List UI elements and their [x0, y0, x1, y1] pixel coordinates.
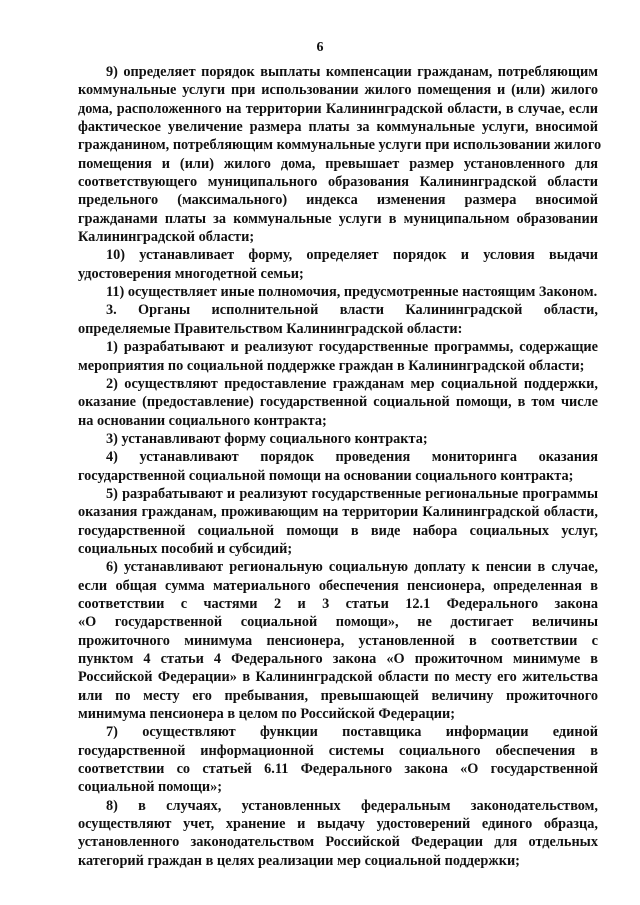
text-line: оказание (предоставление) государственной социальной помощи, в том числе	[78, 394, 598, 411]
text-line: гражданами платы за коммунальные услуги в муниципальном образовании	[78, 210, 598, 227]
text-line: 10) устанавливает форму, определяет порядок и условия выдачи	[106, 247, 598, 264]
text-line: помещения и (или) жилого дома, превышает размер установленного для	[78, 155, 598, 172]
text-line: государственной социальной помощи в виде набора социальных услуг,	[78, 522, 598, 539]
text-line: 1) разрабатывают и реализуют государственные программы, содержащие	[106, 339, 598, 356]
text-line: на основании социального контракта;	[78, 412, 327, 429]
page-number: 6	[316, 40, 324, 55]
text-line: соответствии с частями 2 и 3 статьи 12.1 Федерального закона	[78, 595, 598, 612]
text-line: 3) устанавливают форму социального контракта;	[106, 430, 428, 447]
text-line: гражданином, потребляющим коммунальные услуги при использовании жилого	[78, 137, 602, 154]
text-line: «О государственной социальной помощи», не достигает величины	[78, 614, 598, 631]
text-line: 8) в случаях, установленных федеральным законодательством,	[106, 797, 598, 814]
text-line: определяемые Правительством Калининградской области:	[78, 320, 463, 337]
text-line: социальной помощи»;	[78, 779, 223, 796]
text-line: 3. Органы исполнительной власти Калининградской области,	[106, 302, 598, 319]
text-line: государственной социальной помощи на основании социального контракта;	[78, 467, 574, 484]
text-line: или по месту его пребывания, превышающей величину прожиточного	[78, 687, 598, 704]
text-line: удостоверения многодетной семьи;	[78, 265, 304, 282]
text-line: минимума пенсионера в целом по Российской Федерации;	[78, 706, 456, 723]
text-line: пунктом 4 статьи 4 Федерального закона «О прожиточном минимуме в	[78, 651, 598, 667]
text-line: 9) определяет порядок выплаты компенсации гражданам, потребляющим	[106, 64, 598, 80]
text-line: дома, расположенного на территории Калининградской области, в случае, если	[78, 100, 598, 117]
text-line: фактическое увеличение размера платы за коммунальные услуги, вносимой	[78, 119, 598, 136]
text-line: 2) осуществляют предоставление гражданам мер социальной поддержки,	[106, 375, 598, 392]
text-line: предельного (максимального) индекса изменения размера вносимой	[78, 192, 598, 209]
text-line: 7) осуществляют функции поставщика информации единой	[106, 724, 598, 741]
text-line: Российской Федерации» в Калининградской области по месту его жительства	[78, 669, 598, 686]
text-line: установленного законодательством Российской Федерации для отдельных	[78, 834, 598, 851]
text-line: 4) устанавливают порядок проведения мониторинга оказания	[106, 449, 598, 466]
text-line: соответствии со статьей 6.11 Федерального закона «О государственной	[78, 761, 598, 778]
text-line: 6) устанавливают региональную социальную доплату к пенсии в случае,	[106, 559, 598, 576]
text-line: Калининградской области;	[78, 229, 255, 246]
text-line: 5) разрабатывают и реализуют государственные региональные программы	[106, 485, 598, 502]
text-line: социальных пособий и субсидий;	[78, 540, 293, 557]
document-body	[78, 63, 602, 870]
text-line: категорий граждан в целях реализации мер социальной поддержки;	[78, 852, 520, 869]
text-line: мероприятия по социальной поддержке граждан в Калининградской области;	[78, 357, 585, 374]
text-line: соответствующего муниципального образования Калининградской области	[78, 174, 598, 191]
text-line: прожиточного минимума пенсионера, установленной в соответствии с	[78, 632, 598, 649]
text-line: если общая сумма материального обеспечения пенсионера, определенная в	[78, 577, 598, 594]
text-line: оказания гражданам, проживающим на территории Калининградской области,	[78, 504, 598, 521]
text-line: 11) осуществляет иные полномочия, предусмотренные настоящим Законом.	[106, 284, 598, 301]
text-line: коммунальные услуги при использовании жилого помещения и (или) жилого	[78, 82, 598, 99]
text-line: государственной информационной системы социального обеспечения в	[78, 742, 598, 759]
text-line: осуществляют учет, хранение и выдачу удостоверений единого образца,	[78, 816, 598, 833]
